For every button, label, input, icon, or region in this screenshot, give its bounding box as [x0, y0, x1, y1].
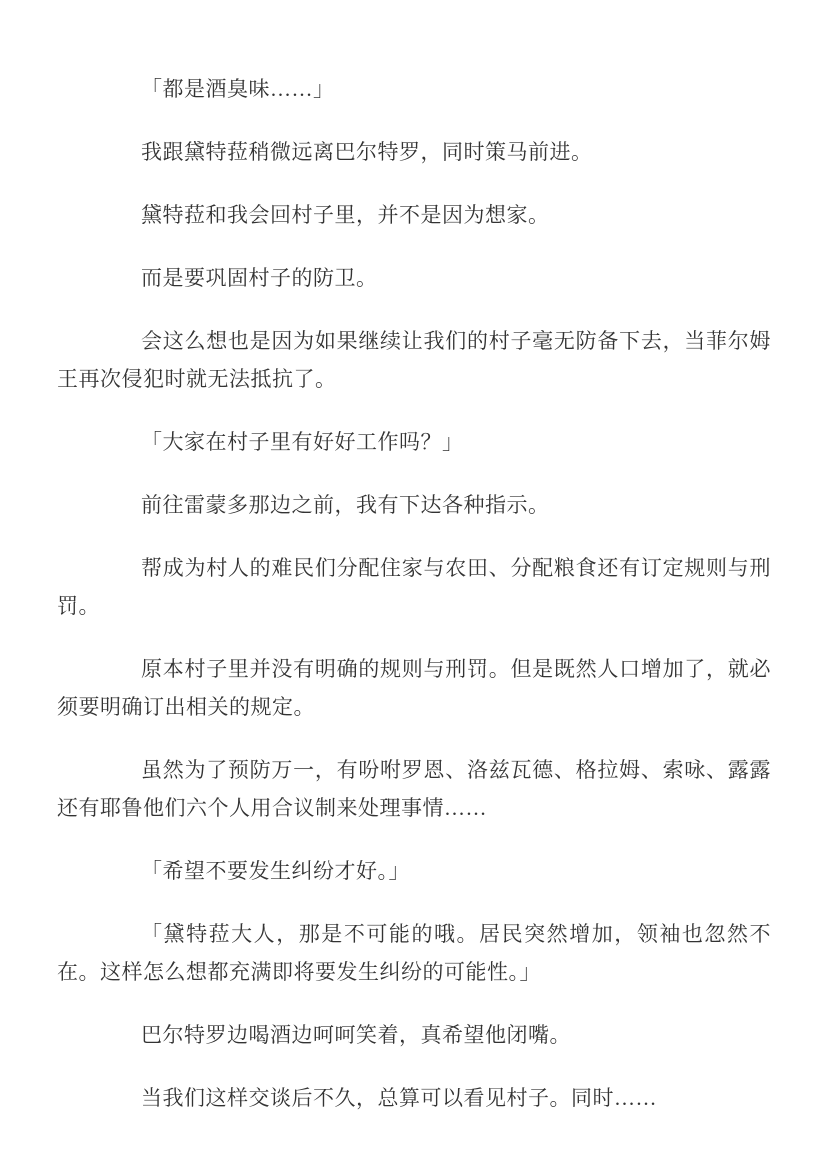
paragraph-11: 「希望不要发生纠纷才好。」: [141, 859, 410, 883]
paragraph-5: 会这么想也是因为如果继续让我们的村子毫无防备下去，当菲尔姆王再次侵犯时就无法抵抗了。: [57, 329, 771, 391]
paragraph-9: 原本村子里并没有明确的规则与刑罚。但是既然人口增加了，就必须要明确订出相关的规定。: [57, 657, 771, 719]
paragraph-10: 虽然为了预防万一，有吩咐罗恩、洛兹瓦德、格拉姆、索咏、露露还有耶鲁他们六个人用合议制来处理事情……: [57, 758, 771, 820]
paragraph-12: 「黛特菈大人，那是不可能的哦。居民突然增加，领袖也忽然不在。这样怎么想都充满即将要发生纠纷的可能性。」: [57, 922, 771, 984]
paragraph-4: 而是要巩固村子的防卫。: [141, 266, 378, 290]
paragraph-3: 黛特菈和我会回村子里，并不是因为想家。: [141, 203, 550, 227]
paragraph-13: 巴尔特罗边喝酒边呵呵笑着，真希望他闭嘴。: [141, 1023, 571, 1047]
paragraph-6: 「大家在村子里有好好工作吗？」: [141, 430, 464, 454]
paragraph-1: 「都是酒臭味……」: [141, 77, 335, 101]
paragraph-7: 前往雷蒙多那边之前，我有下达各种指示。: [141, 493, 550, 517]
paragraph-14: 当我们这样交谈后不久，总算可以看见村子。同时……: [141, 1086, 657, 1110]
paragraph-8: 帮成为村人的难民们分配住家与农田、分配粮食还有订定规则与刑罚。: [57, 556, 771, 618]
paragraph-2: 我跟黛特菈稍微远离巴尔特罗，同时策马前进。: [141, 140, 593, 164]
